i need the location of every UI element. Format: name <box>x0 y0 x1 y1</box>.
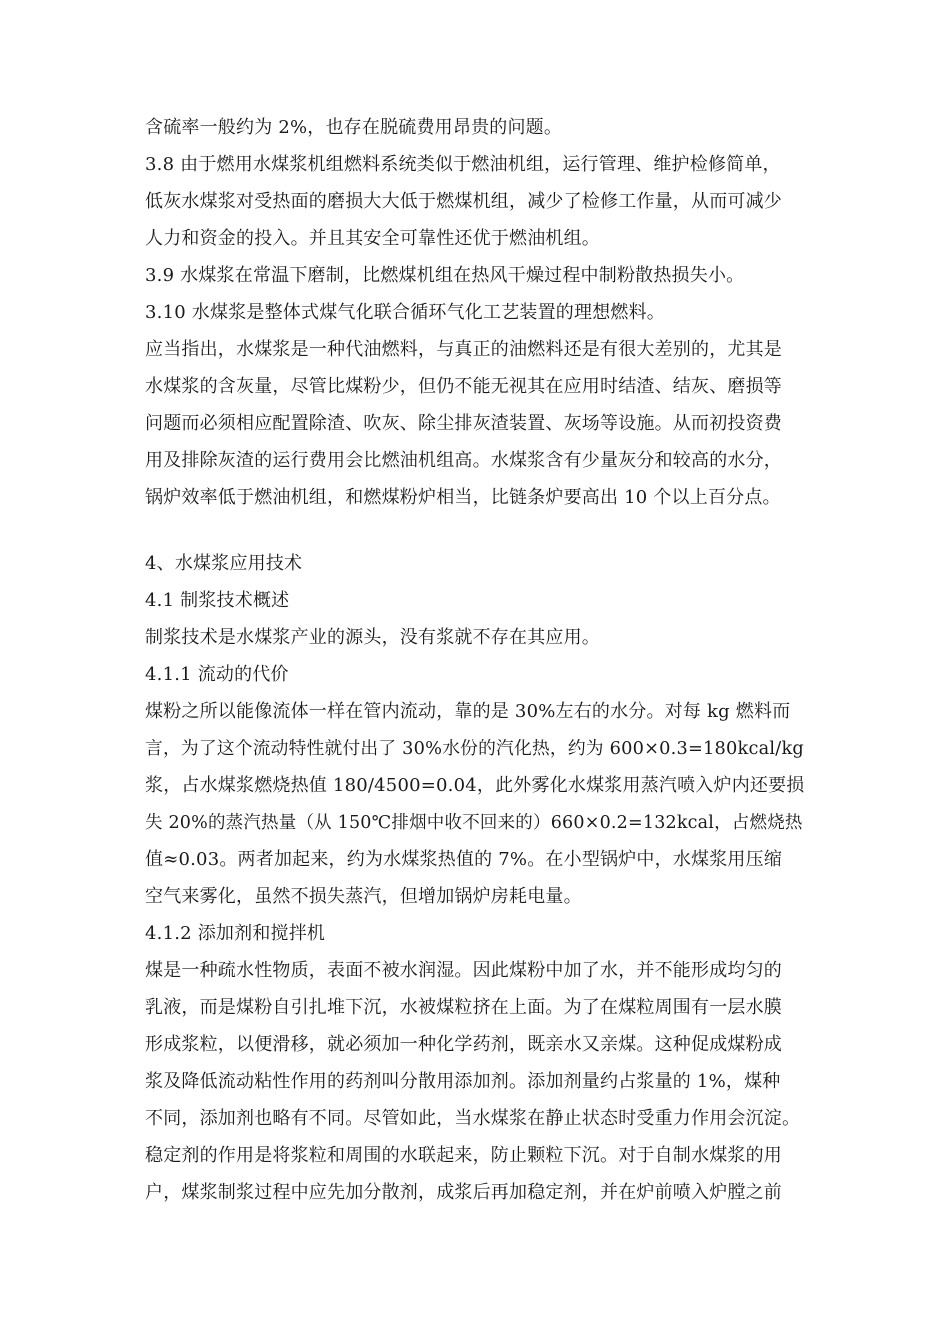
text-line: 失 20%的蒸汽热量（从 150℃排烟中收不回来的）660×0.2=132kcal，占燃烧热 <box>145 813 803 833</box>
subsection-heading: 4.1.1 流动的代价 <box>145 664 289 685</box>
text-line: 3.9 水煤浆在常温下磨制，比燃煤机组在热风干燥过程中制粉散热损失小。 <box>145 265 745 286</box>
text-line: 浆，占水煤浆燃烧热值 180/4500=0.04，此外雾化水煤浆用蒸汽喷入炉内还要损 <box>145 775 805 796</box>
text-line: 空气来雾化，虽然不损失蒸汽，但增加锅炉房耗电量。 <box>145 886 582 907</box>
text-line: 3.8 由于燃用水煤浆机组燃料系统类似于燃油机组，运行管理、维护检修简单， <box>145 154 781 175</box>
subsection-heading: 4.1 制浆技术概述 <box>145 590 290 611</box>
text-line: 浆及降低流动粘性作用的药剂叫分散用添加剂。添加剂量约占浆量的 1%，煤种 <box>145 1071 781 1092</box>
text-line: 煤是一种疏水性物质，表面不被水润湿。因此煤粉中加了水，并不能形成均匀的 <box>145 960 782 981</box>
text-line: 问题而必须相应配置除渣、吹灰、除尘排灰渣装置、灰场等设施。从而初投资费 <box>145 413 782 434</box>
text-line: 值≈0.03。两者加起来，约为水煤浆热值的 7%。在小型锅炉中，水煤浆用压缩 <box>145 849 783 870</box>
text-line: 形成浆粒，以便滑移，就必须加一种化学药剂，既亲水又亲煤。这种促成煤粉成 <box>145 1034 782 1055</box>
text-line: 应当指出，水煤浆是一种代油燃料，与真正的油燃料还是有很大差别的，尤其是 <box>145 339 782 360</box>
text-line: 用及排除灰渣的运行费用会比燃油机组高。水煤浆含有少量灰分和较高的水分， <box>145 450 782 471</box>
text-line: 锅炉效率低于燃油机组，和燃煤粉炉相当，比链条炉要高出 10 个以上百分点。 <box>145 487 781 508</box>
text-line: 言，为了这个流动特性就付出了 30%水份的汽化热，约为 600×0.3=180kcal/kg <box>145 739 804 759</box>
text-line: 低灰水煤浆对受热面的磨损大大低于燃煤机组，减少了检修工作量，从而可减少 <box>145 191 782 212</box>
text-line: 户，煤浆制浆过程中应先加分散剂，成浆后再加稳定剂，并在炉前喷入炉膛之前 <box>145 1182 782 1203</box>
text-line: 水煤浆的含灰量，尽管比煤粉少，但仍不能无视其在应用时结渣、结灰、磨损等 <box>145 376 782 397</box>
section-heading: 4、水煤浆应用技术 <box>145 553 303 574</box>
text-line: 含硫率一般约为 2%，也存在脱硫费用昂贵的问题。 <box>145 117 563 138</box>
text-line: 煤粉之所以能像流体一样在管内流动，靠的是 30%左右的水分。对每 kg 燃料而 <box>145 701 791 722</box>
text-line: 制浆技术是水煤浆产业的源头，没有浆就不存在其应用。 <box>145 627 600 648</box>
subsection-heading: 4.1.2 添加剂和搅拌机 <box>145 923 326 944</box>
text-line: 乳液，而是煤粉自引扎堆下沉，水被煤粒挤在上面。为了在煤粒周围有一层水膜 <box>145 997 782 1018</box>
text-line: 人力和资金的投入。并且其安全可靠性还优于燃油机组。 <box>145 228 600 249</box>
text-line: 稳定剂的作用是将浆粒和周围的水联起来，防止颗粒下沉。对于自制水煤浆的用 <box>145 1145 782 1166</box>
text-line: 不同，添加剂也略有不同。尽管如此，当水煤浆在静止状态时受重力作用会沉淀。 <box>145 1108 801 1129</box>
text-line: 3.10 水煤浆是整体式煤气化联合循环气化工艺装置的理想燃料。 <box>145 302 665 323</box>
